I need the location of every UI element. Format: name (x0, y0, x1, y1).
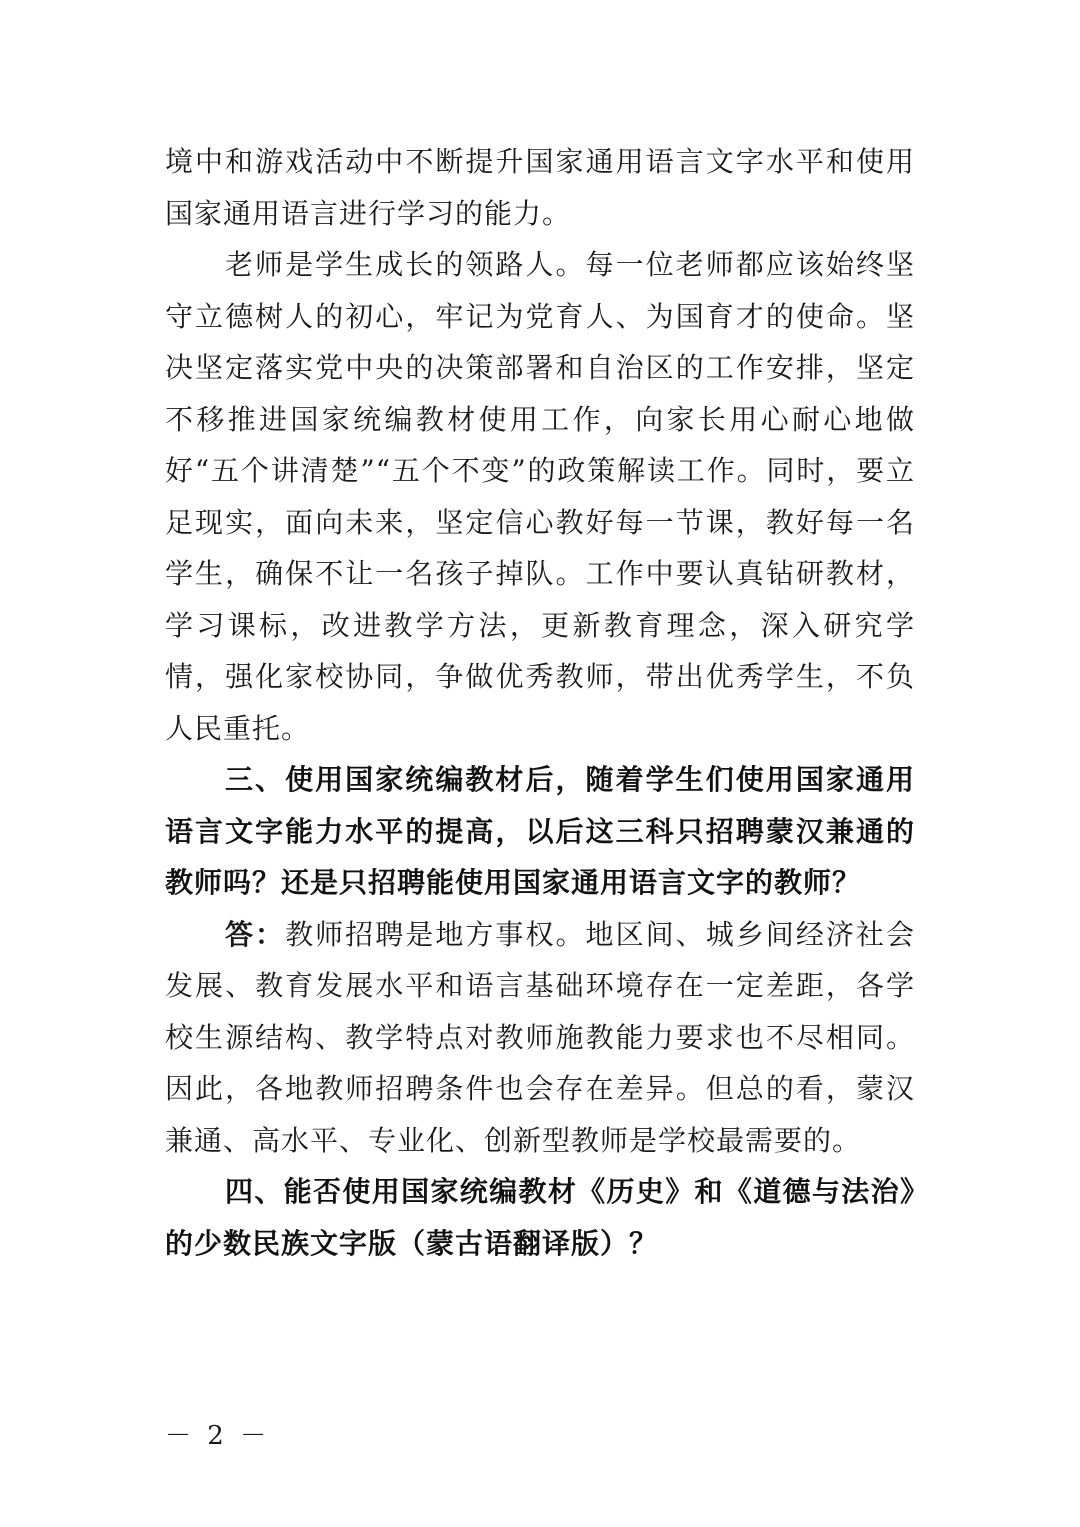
paragraph-teachers: 老师是学生成长的领路人。每一位老师都应该始终坚守立德树人的初心，牢记为党育人、为国育才的使命。坚决坚定落实党中央的决策部署和自治区的工作安排，坚定不移推进国家统编教材使用工作，向家长用心耐心地做好“五个讲清楚”“五个不变”的政策解读工作。同时，要立足现实，面向未来，坚定信心教好每一节课，教好每一名学生，确保不让一名孩子掉队。工作中要认真钻研教材，学习课标，改进教学方法，更新教育理念，深入研究学情，强化家校协同，争做优秀教师，带出优秀学生，不负人民重托。 (165, 248, 915, 745)
heading-question-4: 四、能否使用国家统编教材《历史》和《道德与法治》的少数民族文字版（蒙古语翻译版）？ (165, 1175, 915, 1260)
heading-question-3: 三、使用国家统编教材后，随着学生们使用国家通用语言文字能力水平的提高，以后这三科只招聘蒙汉兼通的教师吗？还是只招聘能使用国家通用语言文字的教师？ (165, 763, 915, 899)
paragraph-answer-3 (165, 909, 915, 1167)
answer-text: 教师招聘是地方事权。地区间、城乡间经济社会发展、教育发展水平和语言基础环境存在一定差距，各学校生源结构、教学特点对教师施教能力要求也不尽相同。因此，各地教师招聘条件也会存在差异。但总的看，蒙汉兼通、高水平、专业化、创新型教师是学校最需要的。 (165, 917, 915, 1157)
answer-label: 答： (225, 917, 286, 951)
page-number: － 2 － (165, 1421, 271, 1451)
paragraph-continuation: 境中和游戏活动中不断提升国家通用语言文字水平和使用国家通用语言进行学习的能力。 (165, 145, 915, 230)
document-body (165, 136, 915, 1269)
